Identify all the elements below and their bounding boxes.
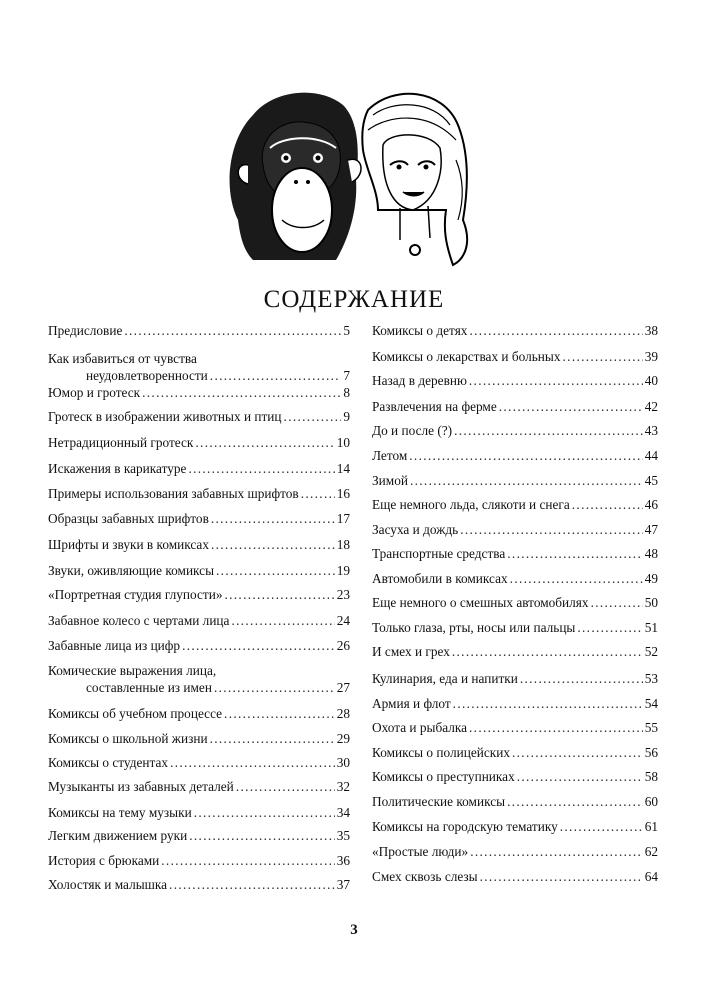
dot-leader: [577, 619, 642, 636]
toc-entry-page: 48: [644, 546, 658, 561]
toc-entry-title: Предисловие: [48, 323, 123, 338]
page-title: СОДЕРЖАНИЕ: [263, 286, 445, 313]
toc-entry: [372, 719, 658, 736]
toc-entry-title: «Простые люди»: [372, 844, 469, 859]
toc-entry-page: 14: [336, 461, 350, 476]
toc-entry: [372, 348, 658, 365]
dot-leader: [572, 496, 643, 513]
toc-entry-page: 56: [644, 745, 658, 760]
toc-entry: [372, 372, 658, 389]
toc-entry-title: Зимой: [372, 473, 408, 488]
toc-entry: [372, 496, 658, 513]
chimp-and-woman-illustration: [218, 70, 478, 280]
dot-leader: [124, 322, 341, 339]
toc-entry-page: 50: [644, 595, 658, 610]
toc-entry: [48, 637, 350, 654]
toc-entry-page: 5: [343, 323, 350, 338]
toc-entry-title: Примеры использования забавных шрифтов: [48, 486, 299, 501]
toc-entry-page: 19: [336, 563, 350, 578]
dot-leader: [236, 778, 335, 795]
toc-entry: [372, 422, 658, 439]
toc-entry: [372, 643, 658, 660]
toc-entry-title: неудовлетворенности: [86, 368, 208, 383]
toc-entry: [48, 662, 350, 696]
toc-entry-title: Забавное колесо с чертами лица: [48, 613, 230, 628]
toc-entry: [48, 510, 350, 527]
dot-leader: [142, 384, 341, 401]
toc-entry-title: Как избавиться от чувства: [48, 351, 197, 366]
dot-leader: [216, 562, 335, 579]
dot-leader: [214, 679, 335, 696]
toc-entry-page: 51: [644, 620, 658, 635]
toc-entry-page: 36: [336, 853, 350, 868]
toc-entry-title: До и после (?): [372, 423, 453, 438]
toc-entry-title: И смех и грех: [372, 644, 450, 659]
toc-entry-title: Армия и флот: [372, 696, 451, 711]
toc-entry-page: 38: [644, 323, 658, 338]
toc-entry-title: Звуки, оживляющие комиксы: [48, 563, 215, 578]
dot-leader: [409, 447, 642, 464]
toc-entry-page: 53: [644, 671, 658, 686]
toc-entry-page: 9: [343, 409, 350, 424]
dot-leader: [591, 594, 643, 611]
toc-entry: [372, 695, 658, 712]
toc-entry-page: 28: [336, 706, 350, 721]
toc-entry: [48, 754, 350, 771]
dot-leader: [301, 485, 335, 502]
toc-entry: [48, 350, 350, 384]
toc-entry-page: 44: [644, 448, 658, 463]
dot-leader: [231, 612, 334, 629]
toc-entry-title: «Портретная студия глупости»: [48, 587, 223, 602]
dot-leader: [453, 695, 643, 712]
toc-entry: [372, 398, 658, 415]
toc-entry-page: 7: [343, 368, 350, 383]
toc-entry: [372, 545, 658, 562]
toc-entry: [372, 322, 658, 339]
toc-entry-title: Политические комиксы: [372, 794, 506, 809]
toc-entry-title: Искажения в карикатуре: [48, 461, 187, 476]
toc-entry-page: 39: [644, 349, 658, 364]
dot-leader: [469, 322, 642, 339]
dot-leader: [512, 744, 643, 761]
toc-entry-page: 26: [336, 638, 350, 653]
dot-leader: [210, 367, 342, 384]
toc-entry-page: 29: [336, 731, 350, 746]
toc-entry-title: Комиксы о лекарствах и больных: [372, 349, 561, 364]
toc-entry-title: Назад в деревню: [372, 373, 467, 388]
toc-entry-page: 35: [336, 828, 350, 843]
dot-leader: [517, 768, 643, 785]
toc-entry: [48, 408, 350, 425]
toc-entry-title: Летом: [372, 448, 408, 463]
toc-entry-page: 18: [336, 537, 350, 552]
toc-entry: [48, 536, 350, 553]
dot-leader: [470, 843, 643, 860]
toc-entry: [48, 852, 350, 869]
toc-entry-page: 64: [644, 869, 658, 884]
toc-entry-page: 58: [644, 769, 658, 784]
toc-entry: [48, 612, 350, 629]
toc-entry-title: составленные из имен: [86, 680, 212, 695]
toc-entry: [372, 868, 658, 885]
toc-entry-title: Засуха и дождь: [372, 522, 459, 537]
toc-entry: [48, 778, 350, 795]
toc-entry: [48, 322, 350, 339]
toc-entry: [372, 843, 658, 860]
toc-entry-title: Транспортные средства: [372, 546, 506, 561]
dot-leader: [499, 398, 643, 415]
toc-entry: [48, 730, 350, 747]
toc-entry-title: Еще немного о смешных автомобилях: [372, 595, 589, 610]
toc-entry-page: 34: [336, 805, 350, 820]
toc-entry-page: 17: [336, 511, 350, 526]
toc-entry: [372, 619, 658, 636]
toc-entry: [372, 570, 658, 587]
toc-entry-page: 16: [336, 486, 350, 501]
toc-entry-title: Комиксы о преступниках: [372, 769, 515, 784]
toc-entry-page: 61: [644, 819, 658, 834]
chimp-drawing: [230, 93, 361, 260]
toc-entry: [48, 804, 350, 821]
toc-entry-title: Легким движением руки: [48, 828, 188, 843]
toc-entry-title: Образцы забавных шрифтов: [48, 511, 209, 526]
toc-entry: [372, 768, 658, 785]
toc-entry: [48, 562, 350, 579]
dot-leader: [210, 730, 335, 747]
toc-entry-page: 52: [644, 644, 658, 659]
dot-leader: [460, 521, 643, 538]
dot-leader: [507, 793, 643, 810]
toc-entry-page: 30: [336, 755, 350, 770]
toc-entry-title: Охота и рыбалка: [372, 720, 468, 735]
toc-entry-title: Комиксы на тему музыки: [48, 805, 192, 820]
toc-entry: [48, 876, 350, 893]
toc-entry-page: 54: [644, 696, 658, 711]
toc-entry-page: 24: [336, 613, 350, 628]
toc-entry: [372, 670, 658, 687]
toc-entry: [48, 460, 350, 477]
toc-entry: [372, 594, 658, 611]
dot-leader: [452, 643, 643, 660]
dot-leader: [224, 705, 335, 722]
toc-entry-page: 27: [336, 680, 350, 695]
toc-entry-title: Холостяк и малышка: [48, 877, 168, 892]
toc-entry-title: Комиксы о полицейских: [372, 745, 510, 760]
toc-entry-page: 60: [644, 794, 658, 809]
toc-entry-title: Кулинария, еда и напитки: [372, 671, 518, 686]
toc-entry-title: Шрифты и звуки в комиксах: [48, 537, 209, 552]
toc-entry: [48, 827, 350, 844]
toc-entry-page: 47: [644, 522, 658, 537]
dot-leader: [211, 510, 335, 527]
toc-entry-page: 8: [343, 385, 350, 400]
toc-entry: [372, 472, 658, 489]
dot-leader: [469, 372, 643, 389]
dot-leader: [410, 472, 643, 489]
dot-leader: [469, 719, 643, 736]
toc-entry: [372, 447, 658, 464]
toc-entry-page: 10: [336, 435, 350, 450]
toc-entry-title: Гротеск в изображении животных и птиц: [48, 409, 282, 424]
dot-leader: [182, 637, 335, 654]
dot-leader: [454, 422, 643, 439]
toc-entry-page: 40: [644, 373, 658, 388]
dot-leader: [563, 348, 643, 365]
toc-entry: [48, 705, 350, 722]
toc-entry-page: 23: [336, 587, 350, 602]
toc-entry-page: 37: [336, 877, 350, 892]
toc-entry: [48, 586, 350, 603]
toc-entry-title: История с брюками: [48, 853, 160, 868]
toc-entry-title: Комиксы о школьной жизни: [48, 731, 208, 746]
toc-entry-page: 32: [336, 779, 350, 794]
toc-entry: [372, 521, 658, 538]
toc-entry-title: Развлечения на ферме: [372, 399, 497, 414]
woman-drawing: [362, 94, 467, 265]
toc-entry-title: Комиксы об учебном процессе: [48, 706, 223, 721]
toc-entry: [372, 744, 658, 761]
toc-entry-title: Автомобили в комиксах: [372, 571, 508, 586]
toc-entry-title: Только глаза, рты, носы или пальцы: [372, 620, 576, 635]
dot-leader: [507, 545, 642, 562]
toc-entry: [372, 818, 658, 835]
dot-leader: [170, 754, 335, 771]
toc-entry-page: 43: [644, 423, 658, 438]
dot-leader: [169, 876, 335, 893]
toc-entry-title: Комиксы о студентах: [48, 755, 169, 770]
toc-entry-title: Комиксы на городскую тематику: [372, 819, 558, 834]
toc-entry-page: 49: [644, 571, 658, 586]
toc-entry-title: Музыканты из забавных деталей: [48, 779, 234, 794]
toc-entry-title: Еще немного льда, слякоти и снега: [372, 497, 570, 512]
dot-leader: [560, 818, 643, 835]
toc-entry-page: 46: [644, 497, 658, 512]
dot-leader: [189, 827, 334, 844]
dot-leader: [195, 434, 334, 451]
toc-entry: [48, 384, 350, 401]
toc-entry-page: 55: [644, 720, 658, 735]
dot-leader: [188, 460, 334, 477]
dot-leader: [211, 536, 335, 553]
toc-entry-title: Забавные лица из цифр: [48, 638, 181, 653]
dot-leader: [284, 408, 342, 425]
dot-leader: [224, 586, 334, 603]
toc-entry: [48, 485, 350, 502]
toc-entry-title: Юмор и гротеск: [48, 385, 141, 400]
dot-leader: [510, 570, 643, 587]
toc-entry-title: Нетрадиционный гротеск: [48, 435, 194, 450]
toc-entry: [48, 434, 350, 451]
dot-leader: [480, 868, 643, 885]
toc-entry-title: Комические выражения лица,: [48, 663, 217, 678]
dot-leader: [194, 804, 335, 821]
toc-entry-page: 42: [644, 399, 658, 414]
dot-leader: [161, 852, 334, 869]
page-number: 3: [350, 922, 358, 938]
dot-leader: [520, 670, 643, 687]
toc-entry-title: Смех сквозь слезы: [372, 869, 478, 884]
toc-entry-page: 45: [644, 473, 658, 488]
toc-entry-page: 62: [644, 844, 658, 859]
toc-entry: [372, 793, 658, 810]
toc-entry-title: Комиксы о детях: [372, 323, 468, 338]
